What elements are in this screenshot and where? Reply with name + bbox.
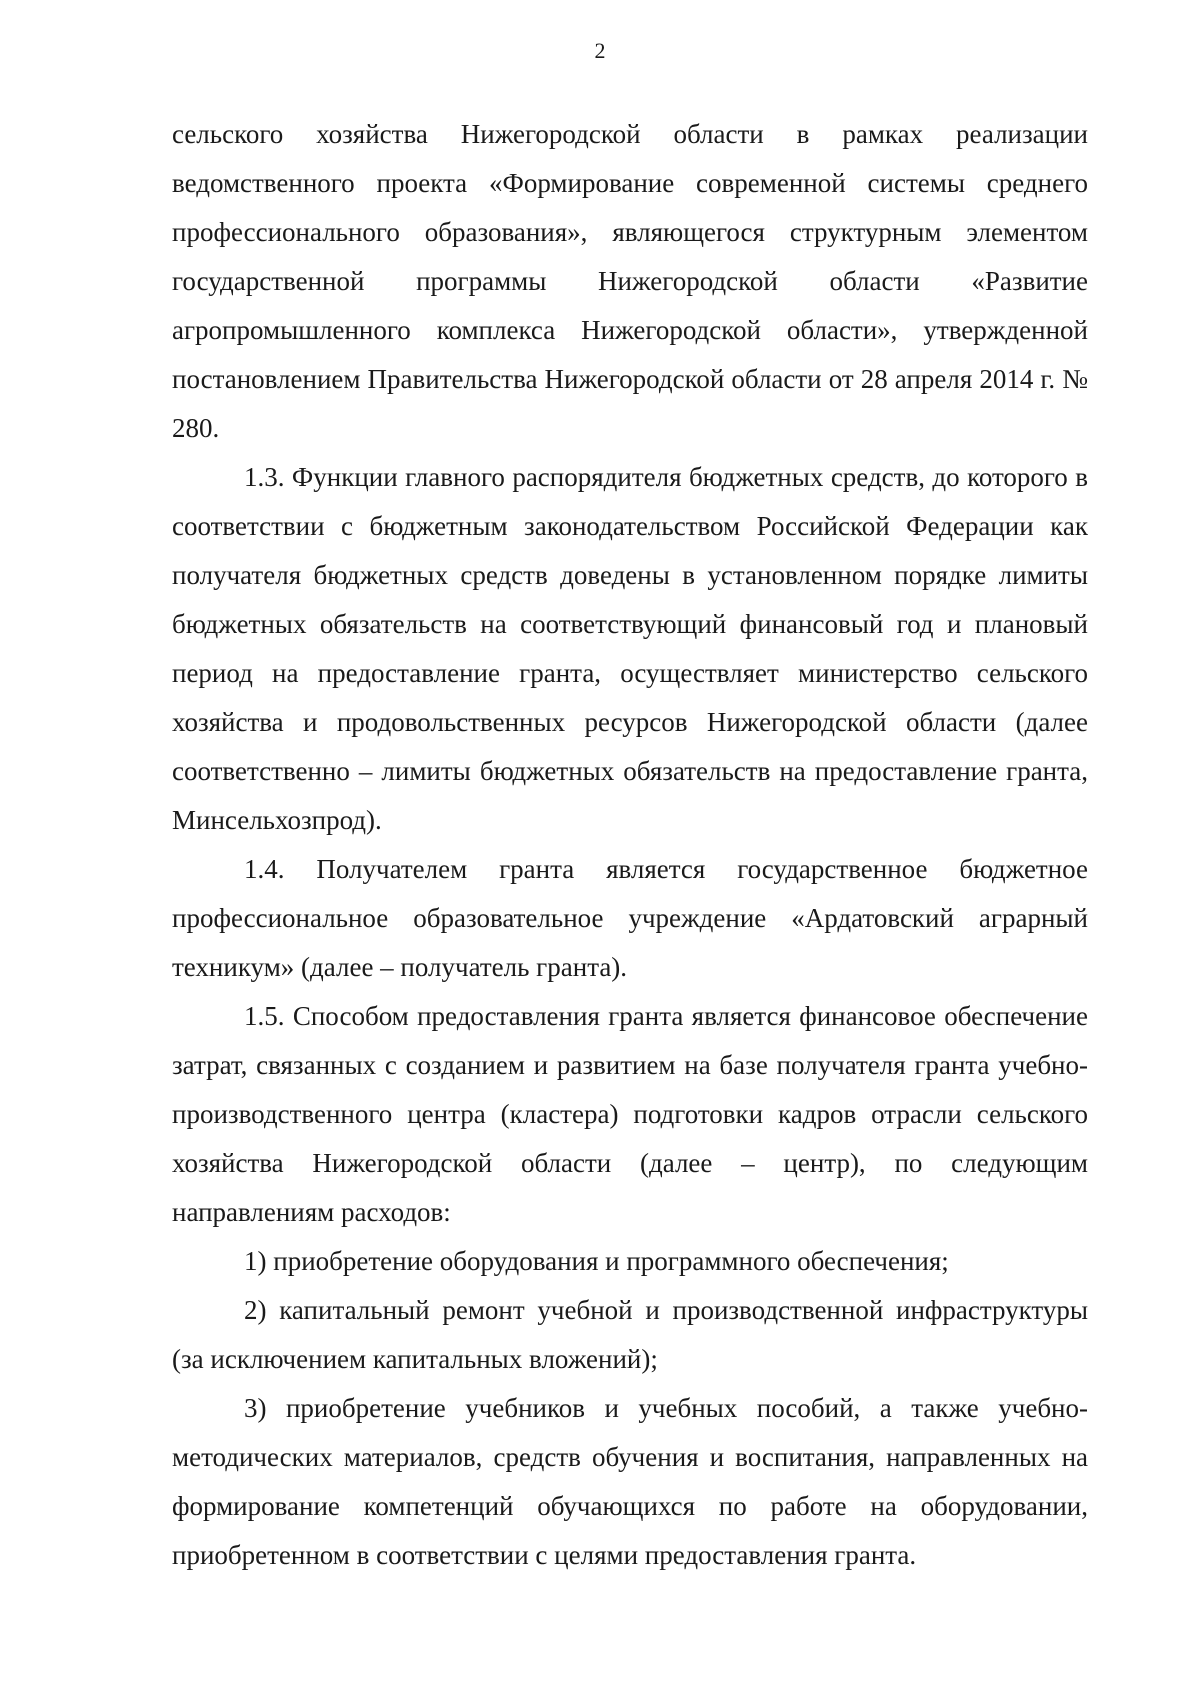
page-number: 2 [594,38,606,63]
list-item-3: 3) приобретение учебников и учебных пособий, а также учебно-методических материалов, средств обучения и воспитания, направленных на формирование компетенций обучающихся по работе на оборудовании, приобретенном в соответствии с целями предоставления гранта. [172,1393,1088,1570]
paragraph-continuation: сельского хозяйства Нижегородской области в рамках реализации ведомственного проекта «Формирование современной системы среднего профессионального образования», являющегося структурным элементом государственной программы Нижегородской области «Развитие агропромышленного комплекса Нижегородской области», утвержденной постановлением Правительства Нижегородской области от 28 апреля 2014 г. № 280. [172,119,1088,443]
paragraph-1-4: 1.4. Получателем гранта является государственное бюджетное профессиональное образовательное учреждение «Ардатовский аграрный техникум» (далее – получатель гранта). [172,854,1088,982]
document-body [172,110,1088,1580]
paragraph-1-3: 1.3. Функции главного распорядителя бюджетных средств, до которого в соответствии с бюджетным законодательством Российской Федерации как получателя бюджетных средств доведены в установленном порядке лимиты бюджетных обязательств на соответствующий финансовый год и плановый период на предоставление гранта, осуществляет министерство сельского хозяйства и продовольственных ресурсов Нижегородской области (далее соответственно – лимиты бюджетных обязательств на предоставление гранта, Минсельхозпрод). [172,462,1088,835]
list-item-2: 2) капитальный ремонт учебной и производственной инфраструктуры (за исключением капитальных вложений); [172,1295,1088,1374]
list-item-1: 1) приобретение оборудования и программного обеспечения; [244,1246,949,1276]
paragraph-1-5: 1.5. Способом предоставления гранта является финансовое обеспечение затрат, связанных с созданием и развитием на базе получателя гранта учебно-производственного центра (кластера) подготовки кадров отрасли сельского хозяйства Нижегородской области (далее – центр), по следующим направлениям расходов: [172,1001,1088,1227]
